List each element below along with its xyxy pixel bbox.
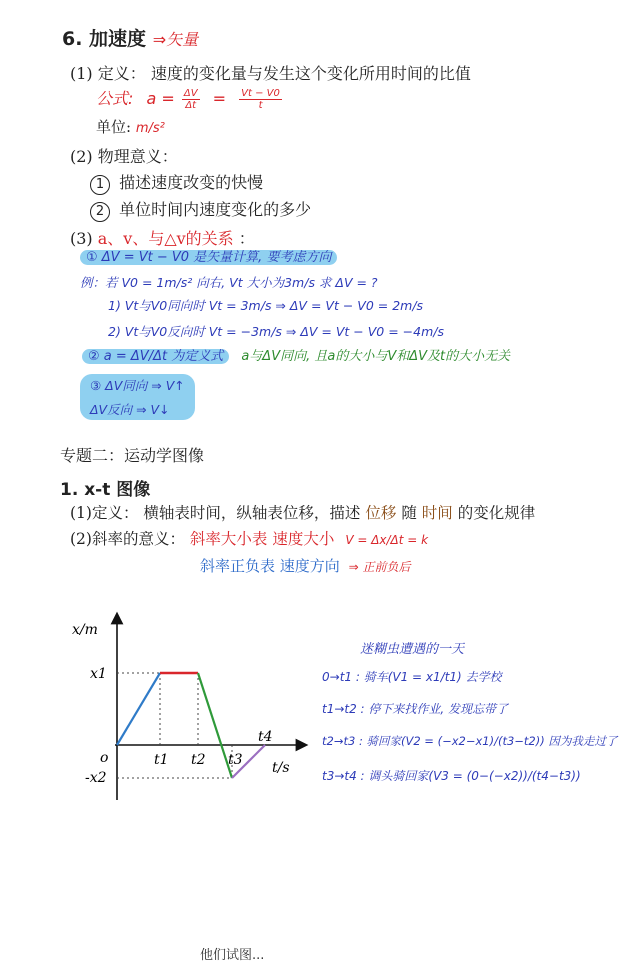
- x-axis-label: t/s: [272, 760, 290, 776]
- slope-label: (2)斜率的意义：: [70, 530, 185, 548]
- t2-label: t2: [191, 752, 206, 768]
- frac2-num: Vt − V0: [241, 88, 280, 99]
- note2-green-text: a与ΔV同向, 且a的大小与V和ΔV及t的大小无关: [241, 349, 511, 364]
- unit-line: [96, 116, 165, 137]
- relation-label: (3): [70, 229, 98, 248]
- slope-red-text: 斜率大小表: [189, 530, 268, 548]
- segment-blue: [117, 673, 160, 745]
- definition-text: 速度的变化量与发生这个变化所用时间的比值: [150, 64, 471, 83]
- unit-label: 单位:: [96, 118, 132, 136]
- story-line-3: t2→t3 : 骑回家(V2 = (−x2−x1)/(t3−t2)) 因为我走过了: [322, 734, 618, 748]
- t3-label: t3: [228, 752, 243, 768]
- slope-red-text-2: 速度大小: [272, 530, 335, 548]
- note2-highlight: ② a = ΔV/Δt 为定义式: [82, 349, 229, 364]
- meaning-label: (2) 物理意义：: [70, 147, 178, 166]
- formula-lhs: a =: [146, 89, 175, 108]
- section-title-text: 6. 加速度: [62, 28, 147, 50]
- handwritten-example: 例：若 V0 = 1m/s² 向右, Vt 大小为3m/s 求 ΔV = ?: [80, 275, 378, 290]
- slope-formula: V = Δx/Δt = k: [345, 533, 429, 547]
- frac1-den: Δt: [185, 100, 197, 111]
- relation-title: a、v、与△v的关系: [97, 229, 234, 248]
- formula-label: 公式:: [96, 89, 134, 108]
- y-axis-label: x/m: [72, 622, 98, 638]
- meaning-item-1: [90, 170, 263, 195]
- story-title: 迷糊虫遭遇的一天: [360, 642, 465, 657]
- handwritten-note-1: [80, 246, 337, 265]
- note3-line-a: ③ ΔV同向 ⇒ V↑: [90, 378, 185, 393]
- story-line-4: t3→t4 : 调头骑回家(V3 = (0−(−x2))/(t4−t3)): [322, 769, 581, 783]
- slope-dir-note: ⇒ 正前负后: [348, 560, 411, 574]
- handwritten-case-1: 1) Vt与V0同向时 Vt = 3m/s ⇒ ΔV = Vt − V0 = 2m/s: [108, 298, 424, 313]
- handwritten-note-2: [82, 345, 510, 364]
- origin-label: o: [100, 750, 109, 766]
- slope-direction: [200, 555, 410, 576]
- formula-line: [96, 86, 284, 111]
- topic-def-text-3: 的变化规律: [457, 504, 536, 522]
- t1-label: t1: [154, 752, 169, 768]
- definition-label: (1) 定义：: [70, 64, 146, 83]
- topic-def-time: 时间: [421, 504, 453, 522]
- story-line-1: 0→t1 : 骑车(V1 = x1/t1) 去学校: [322, 670, 502, 684]
- note1-highlight: ① ΔV = Vt − V0 是矢量计算, 要考虑方向: [80, 250, 337, 265]
- circle-number-2: 2: [90, 202, 110, 222]
- section-title: [62, 24, 198, 51]
- handwritten-note-3: [80, 374, 195, 420]
- formula-fraction-1: [182, 88, 200, 111]
- formula-fraction-2: [239, 88, 282, 111]
- x1-label: x1: [90, 666, 107, 682]
- topic-title: 专题二：运动学图像: [60, 446, 205, 465]
- story-line-2: t1→t2 : 停下来找作业, 发现忘带了: [322, 702, 509, 716]
- frac1-num: ΔV: [183, 88, 198, 99]
- circle-number-1: 1: [90, 175, 110, 195]
- note3-highlight: [80, 374, 195, 420]
- vector-note: ⇒矢量: [152, 30, 199, 49]
- slope-dir-text-a: 斜率正负表: [200, 557, 276, 575]
- topic-def-position: 位移: [365, 504, 397, 522]
- neg-x2-label: -x2: [85, 770, 107, 786]
- slope-meaning: [70, 527, 428, 549]
- topic-def-text-2: 随: [401, 504, 417, 522]
- slope-dir-text-b: 速度方向: [279, 557, 340, 575]
- meaning-1-text: 描述速度改变的快慢: [119, 173, 264, 192]
- meaning-item-2: [90, 197, 311, 222]
- footer-caption: 他们试图...: [200, 948, 265, 963]
- relation-colon: ：: [238, 229, 255, 248]
- frac2-den: t: [258, 100, 263, 111]
- handwritten-case-2: 2) Vt与V0反向时 Vt = −3m/s ⇒ ΔV = Vt − V0 = −4m/s: [108, 324, 444, 339]
- xt-graph: [60, 610, 310, 810]
- topic-subtitle: 1. x-t 图像: [60, 480, 151, 500]
- topic-def-text-1: 横轴表时间，纵轴表位移，描述: [143, 504, 361, 522]
- topic-definition: [70, 501, 535, 523]
- definition-line: [70, 61, 471, 84]
- note3-line-b: ΔV反向 ⇒ V↓: [90, 402, 170, 417]
- unit-value: m/s²: [135, 121, 165, 136]
- formula-eq: =: [212, 89, 227, 108]
- topic-def-label: (1)定义：: [70, 504, 139, 522]
- t4-label: t4: [258, 729, 273, 745]
- meaning-2-text: 单位时间内速度变化的多少: [119, 200, 312, 219]
